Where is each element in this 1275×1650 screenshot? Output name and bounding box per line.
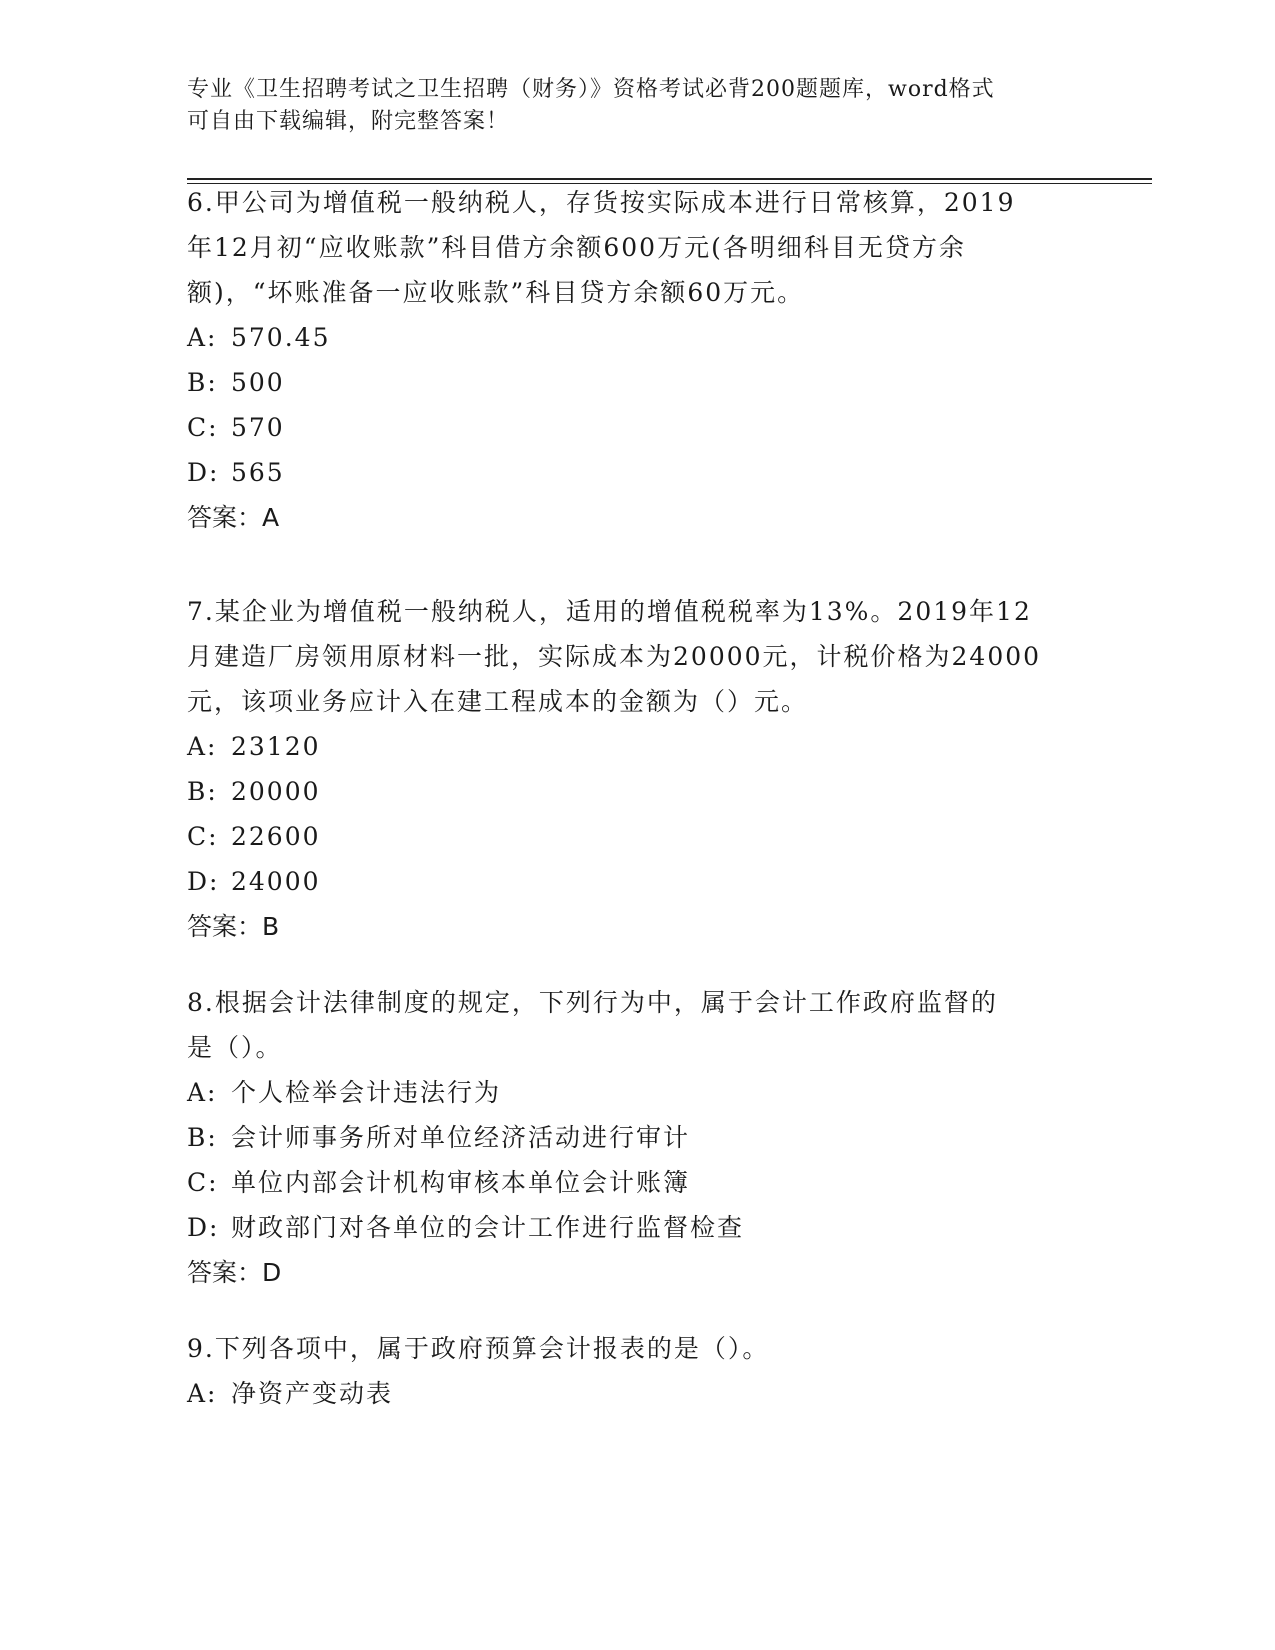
option-letter: B:: [187, 368, 218, 397]
option-letter: A:: [187, 323, 218, 352]
option-letter: D:: [187, 1213, 220, 1242]
header-line-2: 可自由下载编辑，附完整答案！: [187, 109, 510, 134]
option-d: [187, 450, 1087, 495]
option-c: [187, 814, 1087, 859]
stem-line: 元，该项业务应计入在建工程成本的金额为（）元。: [187, 687, 809, 716]
question-stem: [187, 180, 1087, 315]
stem-line: 6.甲公司为增值税一般纳税人，存货按实际成本进行日常核算，2019: [187, 188, 1016, 217]
stem-line: 年12月初“应收账款”科目借方余额600万元(各明细科目无贷方余: [187, 233, 966, 262]
option-letter: B:: [187, 1123, 218, 1152]
option-letter: D:: [187, 458, 220, 487]
option-b: [187, 360, 1087, 405]
stem-line: 9.下列各项中，属于政府预算会计报表的是（）。: [187, 1334, 770, 1363]
document-header: [187, 74, 1067, 138]
option-a: [187, 1070, 1087, 1115]
option-d: [187, 859, 1087, 904]
option-c: [187, 405, 1087, 450]
question-9: [187, 1326, 1087, 1416]
option-letter: C:: [187, 1168, 219, 1197]
option-text: 570.45: [231, 323, 331, 352]
option-letter: B:: [187, 777, 218, 806]
option-letter: A:: [187, 1379, 218, 1408]
stem-line: 是（）。: [187, 1033, 283, 1062]
option-letter: A:: [187, 1078, 218, 1107]
option-text: 财政部门对各单位的会计工作进行监督检查: [231, 1213, 745, 1242]
option-a: [187, 315, 1087, 360]
question-stem: [187, 589, 1087, 724]
option-letter: A:: [187, 732, 218, 761]
option-text: 565: [231, 458, 285, 487]
question-7: [187, 589, 1087, 949]
stem-line: 额)，“坏账准备一应收账款”科目贷方余额60万元。: [187, 278, 805, 307]
option-text: 23120: [231, 732, 321, 761]
option-text: 500: [231, 368, 285, 397]
stem-line: 7.某企业为增值税一般纳税人，适用的增值税税率为13%。2019年12: [187, 597, 1032, 626]
option-text: 22600: [231, 822, 321, 851]
option-b: [187, 1115, 1087, 1160]
option-c: [187, 1160, 1087, 1205]
answer-line: 答案：A: [187, 503, 280, 532]
option-letter: D:: [187, 867, 220, 896]
answer-line: 答案：D: [187, 1258, 282, 1287]
option-text: 20000: [231, 777, 321, 806]
stem-line: 月建造厂房领用原材料一批，实际成本为20000元，计税价格为24000: [187, 642, 1042, 671]
stem-line: 8.根据会计法律制度的规定，下列行为中，属于会计工作政府监督的: [187, 988, 998, 1017]
answer-line: 答案：B: [187, 912, 280, 941]
question-stem: [187, 1326, 1087, 1371]
option-d: [187, 1205, 1087, 1250]
option-text: 会计师事务所对单位经济活动进行审计: [231, 1123, 691, 1152]
question-8: [187, 980, 1087, 1295]
option-letter: C:: [187, 413, 219, 442]
option-text: 570: [231, 413, 285, 442]
option-a: [187, 724, 1087, 769]
option-text: 个人检举会计违法行为: [231, 1078, 502, 1107]
option-b: [187, 769, 1087, 814]
option-text: 单位内部会计机构审核本单位会计账簿: [231, 1168, 691, 1197]
header-line-1: 专业《卫生招聘考试之卫生招聘（财务）》资格考试必背200题题库，word格式: [187, 77, 995, 102]
option-a: [187, 1371, 1087, 1416]
option-text: 净资产变动表: [231, 1379, 394, 1408]
question-6: [187, 180, 1087, 540]
question-stem: [187, 980, 1087, 1070]
option-letter: C:: [187, 822, 219, 851]
option-text: 24000: [231, 867, 321, 896]
